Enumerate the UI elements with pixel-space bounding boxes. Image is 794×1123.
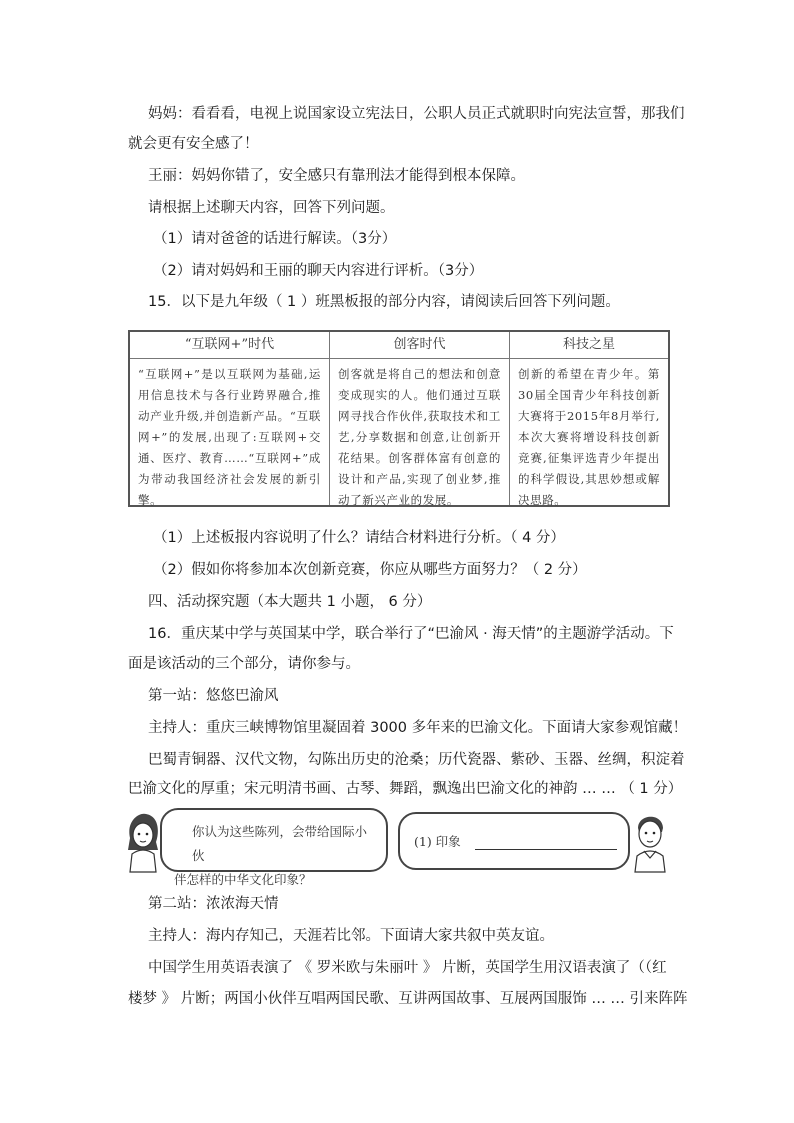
stop-2-title: 第二站：浓浓海天情 xyxy=(148,896,279,912)
board-col2-title: 创客时代 xyxy=(330,332,509,359)
board-column-maker xyxy=(330,332,510,505)
impression-label: (1) 印象 xyxy=(414,834,461,849)
exchange-line-2: 楼梦 》 片断；两国小伙伴互唱两国民歌、互讲两国故事、互展两国服饰 … … 引来阵阵 xyxy=(128,991,688,1007)
board-col2-text: 创客就是将自己的想法和创意变成现实的人。他们通过互联网寻找合作伙伴,获取技术和工艺,分享数据和创意,让创新开花结果。创客群体富有创意的设计和产品,实现了创业梦,推动了新兴产业的发展。 xyxy=(338,367,501,507)
q16-line-2: 面是该活动的三个部分，请你参与。 xyxy=(128,656,360,672)
board-column-tech-star xyxy=(510,332,668,505)
exhibit-desc-1: 巴蜀青铜器、汉代文物，勾陈出历史的沧桑；历代瓷器、紫砂、玉器、丝绸，积淀着 xyxy=(148,752,685,768)
host-2-line: 主持人：海内存知己，天涯若比邻。下面请大家共叙中英友谊。 xyxy=(148,928,554,944)
wangli-line: 王丽：妈妈你错了，安全感只有靠刑法才能得到根本保障。 xyxy=(148,168,525,184)
exhibit-desc-2: 巴渝文化的厚重；宋元明清书画、古琴、舞蹈，飘逸出巴渝文化的神韵 … … （ 1 分） xyxy=(128,781,683,797)
speech-bubble-answer xyxy=(398,812,630,870)
section-4-heading: 四、活动探究题（本大题共 1 小题， 6 分） xyxy=(148,594,432,610)
q16-line-1: 16．重庆某中学与英国某中学，联合举行了“巴渝风 · 海天情”的主题游学活动。下 xyxy=(148,626,674,642)
question-2: （2）请对妈妈和王丽的聊天内容进行评析。（3分） xyxy=(153,263,484,279)
prompt-line: 请根据上述聊天内容，回答下列问题。 xyxy=(148,200,395,216)
mom-line-2: 就会更有安全感了！ xyxy=(128,136,259,152)
mom-line-1: 妈妈：看看看，电视上说国家设立宪法日，公职人员正式就职时向宪法宣誓，那我们 xyxy=(148,106,685,122)
board-column-internet-plus xyxy=(130,332,330,505)
impression-answer-blank[interactable] xyxy=(475,835,617,850)
q15-question-1: （1）上述板报内容说明了什么？请结合材料进行分析。（ 4 分） xyxy=(153,530,565,546)
board-col3-title: 科技之星 xyxy=(510,332,668,359)
q15-title: 15．以下是九年级（ 1 ）班黑板报的部分内容，请阅读后回答下列问题。 xyxy=(148,294,620,310)
stop-1-title: 第一站：悠悠巴渝风 xyxy=(148,688,279,704)
board-col1-text: “互联网+”是以互联网为基础,运用信息技术与各行业跨界融合,推动产业升级,并创造新产品。“互联网+”的发展,出现了:互联网+交通、医疗、教育……“互联网+”成为带动我国经济社会发展的新引擎。 xyxy=(138,367,321,507)
question-1: （1）请对爸爸的话进行解读。（3分） xyxy=(153,231,397,247)
host-1-line: 主持人：重庆三峡博物馆里凝固着 3000 多年来的巴渝文化。下面请大家参观馆藏！ xyxy=(148,720,688,736)
bubble-question-line-1: 你认为这些陈列，会带给国际小伙 xyxy=(192,824,368,863)
blackboard-table xyxy=(128,330,670,507)
speech-bubble-question xyxy=(160,808,388,887)
girl-avatar-icon xyxy=(124,810,162,874)
boy-avatar-icon xyxy=(630,806,670,874)
q15-question-2: （2）假如你将参加本次创新竞赛，你应从哪些方面努力？（ 2 分） xyxy=(153,562,587,578)
board-col3-text: 创新的希望在青少年。第30届全国青少年科技创新大赛将于2015年8月举行,本次大赛将增设科技创新竞赛,征集评选青少年提出的科学假设,其思妙想或解决思路。 xyxy=(518,367,660,507)
exchange-line-1: 中国学生用英语表演了 《 罗米欧与朱丽叶 》 片断，英国学生用汉语表演了（（红 xyxy=(148,960,667,976)
board-col1-title: “互联网+”时代 xyxy=(130,332,329,359)
bubble-question-line-2: 伴怎样的中华文化印象？ xyxy=(174,872,312,887)
